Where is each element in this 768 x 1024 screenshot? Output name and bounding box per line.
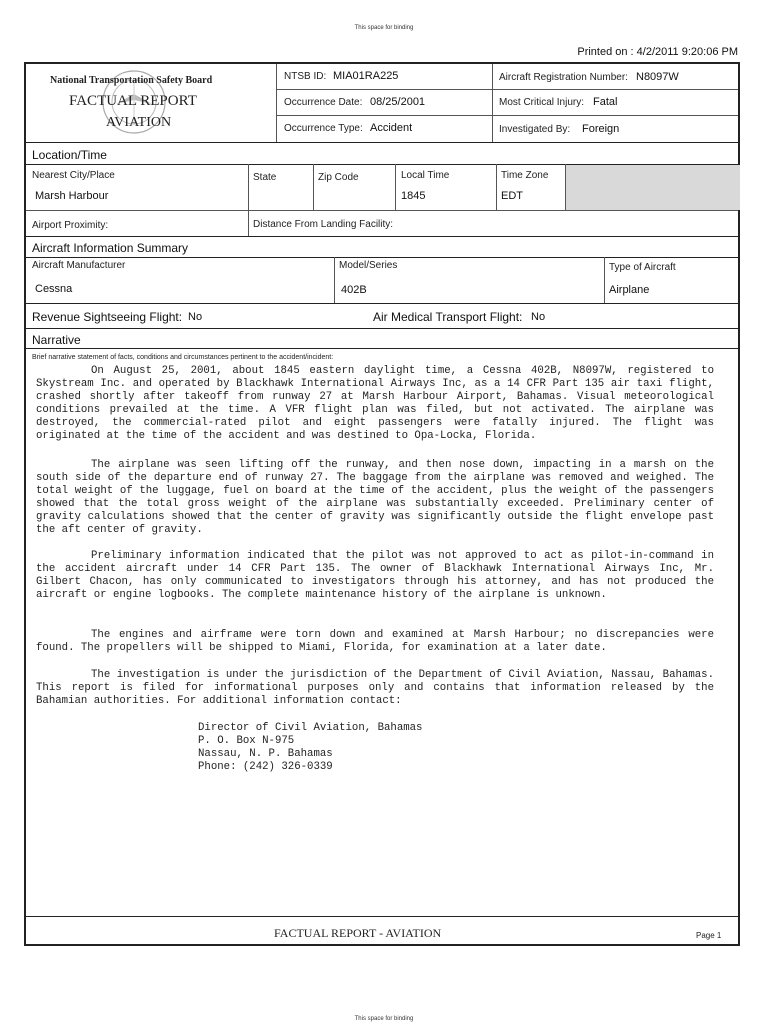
- state-label: State: [253, 172, 277, 183]
- nearest-city: Marsh Harbour: [35, 190, 109, 202]
- zip-code-label: Zip Code: [318, 172, 359, 183]
- investigated-label: Investigated By:: [499, 124, 571, 135]
- medical-flight: No: [531, 311, 546, 323]
- model-series: 402B: [341, 284, 367, 296]
- aircraft-type: Airplane: [609, 284, 650, 296]
- local-time-label: Local Time: [401, 170, 450, 181]
- footer-title: FACTUAL REPORT - AVIATION: [274, 926, 442, 940]
- ntsb-id: MIA01RA225: [333, 70, 399, 82]
- aircraft-info-heading: Aircraft Information Summary: [32, 241, 189, 255]
- contact-line-4: Phone: (242) 326-0339: [198, 761, 333, 773]
- aircraft-manufacturer: Cessna: [35, 283, 73, 295]
- page-number: Page 1: [696, 931, 722, 940]
- binding-note-top: This space for binding: [354, 25, 414, 31]
- airport-proximity-label: Airport Proximity:: [32, 220, 109, 231]
- occurrence-date-label: Occurrence Date:: [284, 97, 363, 108]
- contact-line-2: P. O. Box N-975: [198, 735, 295, 747]
- registration-number: N8097W: [636, 71, 679, 83]
- aircraft-type-label: Type of Aircraft: [609, 262, 676, 273]
- narrative-paragraph-3: Preliminary information indicated that the pilot was not approved to act as pilot-in-command in the accident aircraft under 14 CFR Part 135. The owner of Blackhawk International Airways Inc, Mr. Gilbert Chacon, has only communicated to investigators through his attorney, and has not produced the aircraft or engine logbooks. The complete maintenance history of the airplane is unknown.: [36, 550, 714, 601]
- most-critical-injury: Fatal: [593, 96, 618, 108]
- time-zone-label: Time Zone: [501, 170, 549, 181]
- distance-landing-label: Distance From Landing Facility:: [253, 219, 394, 230]
- narrative-paragraph-2: The airplane was seen lifting off the runway, and then nose down, impacting in a marsh on the south side of the departure end of runway 27. The baggage from the airplane was removed and weighed. The total weight of the luggage, fuel on board at the time of the accident, plus the weight of the passengers showed that the total gross weight of the airplane was substantially exceeded. Preliminary center of gravity calculations showed that the center of gravity was significantly outside the flight envelope past the aft center of gravity.: [36, 459, 714, 536]
- contact-line-1: Director of Civil Aviation, Bahamas: [198, 722, 423, 734]
- contact-line-3: Nassau, N. P. Bahamas: [198, 748, 333, 760]
- occurrence-type: Accident: [370, 122, 413, 134]
- printed-on: Printed on : 4/2/2011 9:20:06 PM: [577, 46, 738, 58]
- location-time-heading: Location/Time: [32, 148, 107, 162]
- ntsb-id-label: NTSB ID:: [284, 71, 327, 82]
- registration-label: Aircraft Registration Number:: [499, 72, 628, 83]
- medical-flight-label: Air Medical Transport Flight:: [373, 310, 523, 324]
- agency-name: National Transportation Safety Board: [50, 75, 213, 86]
- occurrence-type-label: Occurrence Type:: [284, 123, 363, 134]
- time-zone-shaded-cell: [566, 165, 740, 210]
- investigated-by: Foreign: [582, 123, 620, 135]
- narrative-paragraph-5: The investigation is under the jurisdiction of the Department of Civil Aviation, Nassau, Bahamas. This report is filed for informational purposes only and contains that information released by the Bahamian authorities. For additional information contact:: [36, 669, 714, 707]
- report-title: FACTUAL REPORT: [69, 93, 197, 109]
- narrative-paragraph-1: On August 25, 2001, about 1845 eastern daylight time, a Cessna 402B, N8097W, registered to Skystream Inc. and operated by Blackhawk International Airways Inc, as a 14 CFR Part 135 air taxi flight, crashed shortly after takeoff from runway 27 at Marsh Harbour Airport, Bahamas. Visual meteorological conditions prevailed at the time. A VFR flight plan was filed, but not activated. The airplane was destroyed, the commercial-rated pilot and eight passengers were fatally injured. The flight was originated at the time of the accident and was destined to Opa-Locka, Florida.: [36, 365, 714, 442]
- sightseeing-flight-label: Revenue Sightseeing Flight:: [32, 310, 183, 324]
- injury-label: Most Critical Injury:: [499, 97, 585, 108]
- time-zone: EDT: [501, 190, 523, 202]
- narrative-caption: Brief narrative statement of facts, conditions and circumstances pertinent to the accident/incident:: [32, 354, 334, 361]
- binding-note-bottom: This space for binding: [354, 1016, 414, 1022]
- report-form: [24, 62, 740, 946]
- model-series-label: Model/Series: [339, 260, 398, 271]
- report-subtitle: AVIATION: [106, 115, 172, 130]
- local-time: 1845: [401, 190, 426, 202]
- narrative-paragraph-4: The engines and airframe were torn down and examined at Marsh Harbour; no discrepancies were found. The propellers will be shipped to Miami, Florida, for examination at a later date.: [36, 629, 714, 654]
- nearest-city-label: Nearest City/Place: [32, 170, 115, 181]
- narrative-heading: Narrative: [32, 333, 81, 347]
- occurrence-date: 08/25/2001: [370, 96, 426, 108]
- sightseeing-flight: No: [188, 311, 203, 323]
- manufacturer-label: Aircraft Manufacturer: [32, 260, 126, 271]
